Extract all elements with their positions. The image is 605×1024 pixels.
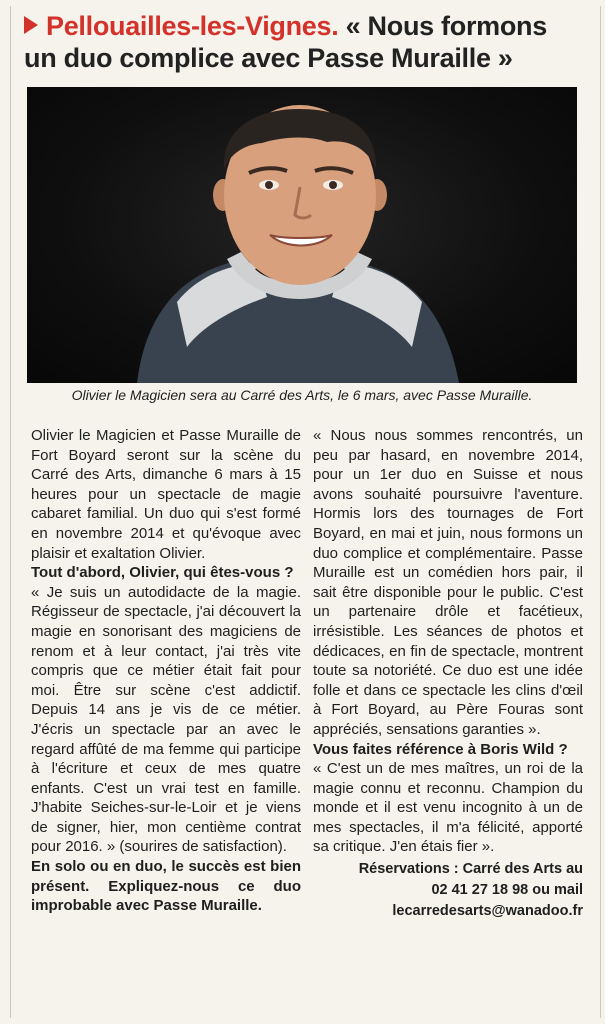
article-column-right (313, 426, 583, 922)
reservation-email: lecarredesarts@wanadoo.fr (392, 903, 583, 920)
interview-answer: « Je suis un autodidacte de la magie. Régisseur de spectacle, j'ai découvert la magie en sonorisant des magiciens de renom et à leur contact, j'ai très vite compris que ce métier était fait pour moi. Être sur scène c'est addictif. Depuis 14 ans je vis de ce métier. J'écris un spectacle par an avec le regard affûté de ma femme qui participe à l'écriture et ceux de mes quatre enfants. C'est un vrai test en famille. J'habite Seiches-sur-le-Loir et je viens de signer, hier, mon centième contrat pour 2016. » (sourires de satisfaction). (31, 583, 301, 856)
intro-paragraph: Olivier le Magicien et Passe Muraille de Fort Boyard seront sur la scène du Carré des Arts, dimanche 6 mars à 15 heures pour un spectacle de magie cabaret familial. Un duo qui s'est formé en novembre 2014 et qu'évoque avec plaisir et exaltation Olivier. (31, 427, 301, 562)
interview-question: Vous faites référence à Boris Wild ? (313, 740, 568, 758)
red-arrow-icon (24, 16, 38, 34)
article-column-left (31, 426, 301, 916)
reservation-venue: Réservations : Carré des Arts au (358, 861, 583, 878)
article-headline (24, 10, 584, 74)
reservation-phone: 02 41 27 18 98 ou mail (431, 882, 583, 899)
headline-town: Pellouailles-les-Vignes. (46, 11, 339, 41)
interview-answer: « Nous nous sommes rencontrés, un peu par hasard, en novembre 2014, pour un 1er duo en Suisse et nous avons souhaité poursuivre l'aventure. Hormis lors des tournages de Fort Boyard, en mai et juin, nous formons un duo complice et complémentaire. Passe Muraille est un comédien hors pair, il sait être disponible pour le public. C'est un partenaire drôle et facétieux, irrésistible. Les séances de photos et dédicaces, en fin de spectacle, montrent toute sa notoriété. Ce duo est une idée folle et dans ce spectacle les clins d'œil à Fort Boyard, au Père Fouras sont appréciés, sensations garanties ». (313, 427, 583, 738)
headline-title: « Nous formons un duo complice avec Passe Muraille » (24, 11, 547, 73)
interview-answer: « C'est un de mes maîtres, un roi de la magie connu et reconnu. Champion du monde et il est venu incognito à un de mes spectacles, il m'a félicité, apporté sa critique. J'en étais fier ». (313, 760, 583, 856)
article-photo (27, 87, 577, 383)
photo-caption: Olivier le Magicien sera au Carré des Arts, le 6 mars, avec Passe Muraille. (71, 387, 533, 403)
interview-question: Tout d'abord, Olivier, qui êtes-vous ? (31, 564, 294, 582)
magician-portrait (27, 87, 577, 383)
reservation-info (313, 859, 583, 922)
interview-question: En solo ou en duo, le succès est bien présent. Expliquez-nous ce duo improbable avec Passe Muraille. (31, 858, 301, 915)
